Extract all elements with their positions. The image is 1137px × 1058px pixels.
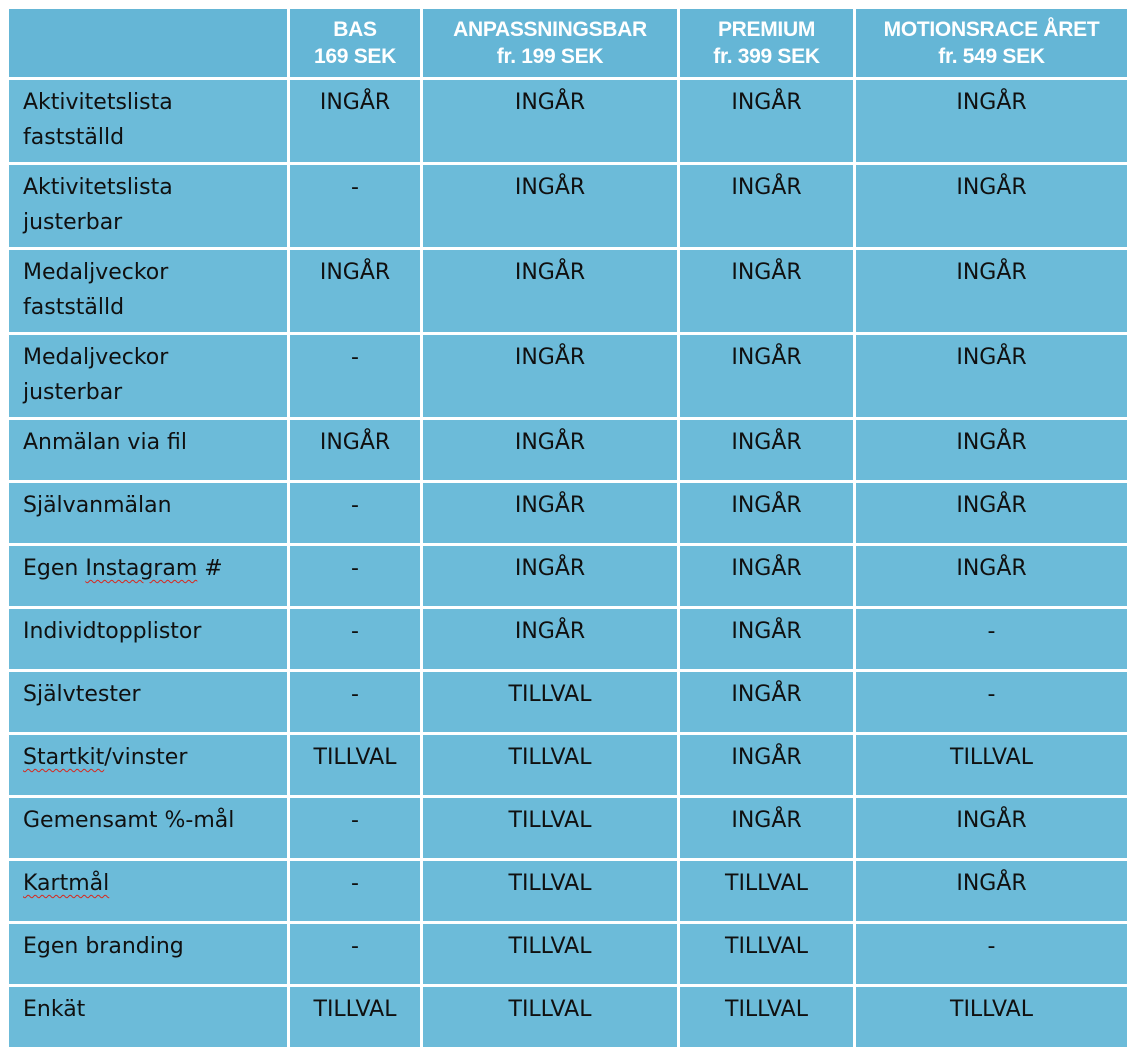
plan-value-cell: INGÅR	[680, 420, 853, 480]
plan-value-cell: INGÅR	[680, 165, 853, 247]
feature-label: Självanmälan	[9, 483, 287, 543]
feature-line: Aktivitetslista	[23, 90, 173, 115]
plan-price: fr. 549 SEK	[938, 45, 1045, 68]
plan-value-cell: INGÅR	[423, 80, 677, 162]
plan-value-cell: -	[290, 672, 420, 732]
plan-value-cell: TILLVAL	[856, 987, 1127, 1047]
feature-line: justerbar	[23, 380, 123, 405]
plan-price: fr. 399 SEK	[713, 45, 820, 68]
plan-value-cell: INGÅR	[856, 335, 1127, 417]
plan-value-cell: INGÅR	[680, 335, 853, 417]
feature-line: justerbar	[23, 210, 123, 235]
feature-label: Anmälan via fil	[9, 420, 287, 480]
plan-header-premium	[680, 9, 853, 77]
plan-value-cell: INGÅR	[423, 165, 677, 247]
plan-value-cell: -	[290, 609, 420, 669]
plan-value-cell: TILLVAL	[423, 924, 677, 984]
feature-line: Medaljveckor	[23, 345, 169, 370]
feature-label	[9, 546, 287, 606]
table-row	[9, 609, 1127, 669]
plan-value-cell: INGÅR	[680, 609, 853, 669]
plan-value-cell: -	[290, 798, 420, 858]
plan-value-cell: INGÅR	[680, 735, 853, 795]
plan-value-cell: -	[290, 924, 420, 984]
spellcheck-marked-word: Startkit	[23, 745, 105, 770]
plan-value-cell: INGÅR	[290, 80, 420, 162]
feature-label	[9, 250, 287, 332]
plan-value-cell: INGÅR	[680, 483, 853, 543]
plan-value-cell: INGÅR	[680, 546, 853, 606]
feature-label: Egen branding	[9, 924, 287, 984]
table-row	[9, 672, 1127, 732]
header-row	[9, 9, 1127, 77]
plan-value-cell: INGÅR	[856, 861, 1127, 921]
plan-value-cell: -	[290, 165, 420, 247]
plan-value-cell: INGÅR	[856, 165, 1127, 247]
table-row	[9, 335, 1127, 417]
plan-header-motionsrace-aret	[856, 9, 1127, 77]
feature-label	[9, 335, 287, 417]
plan-value-cell: -	[290, 861, 420, 921]
plan-value-cell: INGÅR	[423, 483, 677, 543]
plan-header-anpassningsbar	[423, 9, 677, 77]
plan-name: PREMIUM	[717, 18, 816, 41]
plan-value-cell: INGÅR	[856, 798, 1127, 858]
plan-value-cell: INGÅR	[856, 483, 1127, 543]
plan-value-cell: INGÅR	[423, 250, 677, 332]
plan-value-cell: INGÅR	[856, 250, 1127, 332]
spellcheck-marked-word: Kartmål	[23, 871, 110, 896]
plan-value-cell: TILLVAL	[856, 735, 1127, 795]
plan-value-cell: -	[290, 335, 420, 417]
plan-value-cell: TILLVAL	[423, 861, 677, 921]
table-row	[9, 420, 1127, 480]
plan-value-cell: -	[856, 672, 1127, 732]
plan-value-cell: INGÅR	[680, 672, 853, 732]
plan-value-cell: TILLVAL	[290, 735, 420, 795]
feature-label	[9, 861, 287, 921]
header-corner	[9, 9, 287, 77]
plan-value-cell: TILLVAL	[423, 798, 677, 858]
feature-line: fastställd	[23, 125, 125, 150]
feature-line: Aktivitetslista	[23, 175, 173, 200]
plan-price: 169 SEK	[314, 45, 396, 68]
table-row	[9, 735, 1127, 795]
plan-value-cell: INGÅR	[423, 546, 677, 606]
plan-value-cell: TILLVAL	[423, 987, 677, 1047]
feature-label: Gemensamt %-mål	[9, 798, 287, 858]
plan-value-cell: -	[290, 483, 420, 543]
feature-text: Egen	[23, 556, 86, 581]
plan-value-cell: TILLVAL	[680, 987, 853, 1047]
feature-label: Enkät	[9, 987, 287, 1047]
table-row	[9, 924, 1127, 984]
spellcheck-marked-word: Instagram	[85, 556, 198, 581]
feature-line: fastställd	[23, 295, 125, 320]
plan-value-cell: INGÅR	[856, 80, 1127, 162]
plan-value-cell: TILLVAL	[290, 987, 420, 1047]
plan-value-cell: INGÅR	[423, 609, 677, 669]
plan-value-cell: INGÅR	[680, 798, 853, 858]
feature-text: /vinster	[104, 745, 188, 770]
plan-value-cell: -	[290, 546, 420, 606]
plan-name: MOTIONSRACE ÅRET	[883, 18, 1100, 41]
plan-value-cell: INGÅR	[680, 250, 853, 332]
plan-value-cell: INGÅR	[856, 546, 1127, 606]
plan-value-cell: -	[856, 609, 1127, 669]
plan-value-cell: -	[856, 924, 1127, 984]
plan-value-cell: INGÅR	[423, 420, 677, 480]
plan-value-cell: INGÅR	[290, 250, 420, 332]
plan-value-cell: TILLVAL	[680, 924, 853, 984]
plan-value-cell: INGÅR	[680, 80, 853, 162]
feature-label	[9, 80, 287, 162]
plan-header-bas	[290, 9, 420, 77]
plan-value-cell: TILLVAL	[423, 672, 677, 732]
feature-label: Individtopplistor	[9, 609, 287, 669]
plan-value-cell: INGÅR	[423, 335, 677, 417]
feature-label	[9, 165, 287, 247]
plan-value-cell: TILLVAL	[423, 735, 677, 795]
plan-value-cell: INGÅR	[856, 420, 1127, 480]
table-row	[9, 987, 1127, 1047]
plan-value-cell: INGÅR	[290, 420, 420, 480]
feature-line: Medaljveckor	[23, 260, 169, 285]
table-row	[9, 798, 1127, 858]
plan-name: BAS	[333, 18, 377, 41]
feature-label	[9, 735, 287, 795]
plan-value-cell: TILLVAL	[680, 861, 853, 921]
feature-text: #	[197, 556, 223, 581]
feature-label: Självtester	[9, 672, 287, 732]
plan-price: fr. 199 SEK	[496, 45, 604, 68]
pricing-comparison-table	[6, 6, 1130, 1050]
table-row	[9, 861, 1127, 921]
table-row	[9, 546, 1127, 606]
table-row	[9, 250, 1127, 332]
plan-name: ANPASSNINGSBAR	[453, 18, 647, 41]
table-row	[9, 483, 1127, 543]
table-row	[9, 80, 1127, 162]
table-row	[9, 165, 1127, 247]
